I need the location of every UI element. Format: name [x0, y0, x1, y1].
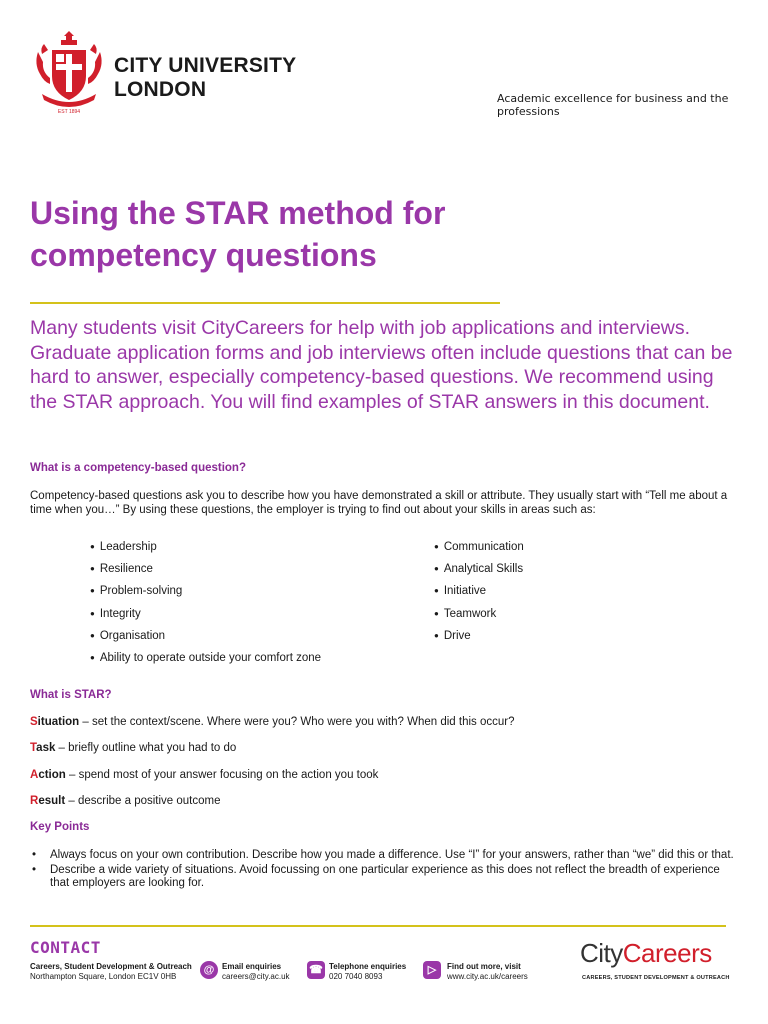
phone-icon: ☎: [307, 961, 325, 979]
tagline: Academic excellence for business and the professions: [497, 92, 729, 118]
key-point-item: • Describe a wide variety of situations. Avoid focussing on one particular experience as this does not reflect the breadth of experience that employers are looking for.: [30, 864, 742, 891]
skill-item: ● Communication: [434, 540, 524, 562]
university-crest-logo: [30, 30, 108, 116]
email-icon: @: [200, 961, 218, 979]
citycareers-logo-careers: Careers: [622, 938, 712, 968]
skill-item: ● Problem-solving: [90, 584, 321, 606]
skills-list-right: [434, 540, 524, 651]
footer-address-text: Northampton Square, London EC1V 0HB: [30, 972, 177, 981]
footer-address-title: Careers, Student Development & Outreach: [30, 962, 192, 971]
skill-item: ● Ability to operate outside your comfort zone: [90, 651, 321, 673]
footer-email-link[interactable]: careers@city.ac.uk: [222, 972, 290, 981]
page-title: [30, 192, 650, 276]
university-name-line2: LONDON: [114, 78, 207, 101]
competency-heading: What is a competency-based question?: [30, 462, 246, 474]
star-heading: What is STAR?: [30, 689, 112, 701]
star-letter: S: [30, 716, 38, 728]
star-description: – set the context/scene. Where were you? Who were you with? When did this occur?: [79, 716, 515, 728]
footer-web: [447, 962, 528, 982]
star-description: – spend most of your answer focusing on the action you took: [65, 769, 379, 781]
crest-est-text: EST 1894: [57, 109, 81, 115]
key-point-item: • Always focus on your own contribution. Describe how you made a difference. Use “I” for your answers, rather than “we” did this or that.: [30, 849, 742, 863]
university-name-line1: CITY UNIVERSITY: [114, 54, 297, 77]
star-word: ction: [38, 769, 66, 781]
footer-web-link[interactable]: www.city.ac.uk/careers: [447, 972, 528, 981]
divider-top: [30, 302, 500, 304]
competency-paragraph: Competency-based questions ask you to describe how you have demonstrated a skill or attribute. They usually start with “Tell me about a time when you…” By using these questions, the employer is trying to find out about your skills in areas such as:: [30, 490, 728, 516]
citycareers-logo: [580, 938, 712, 969]
footer-phone: [329, 962, 406, 982]
skill-item: ● Drive: [434, 629, 524, 651]
star-action: [30, 769, 378, 781]
footer-phone-title: Telephone enquiries: [329, 962, 407, 971]
key-points-list: [30, 849, 742, 892]
contact-logo: CONTACT: [30, 938, 101, 957]
star-description: – describe a positive outcome: [65, 795, 221, 807]
page-title-line2: competency questions: [30, 237, 377, 273]
skill-item: ● Resilience: [90, 562, 321, 584]
footer-web-title: Find out more, visit: [447, 962, 521, 971]
star-situation: [30, 716, 515, 728]
university-name: [114, 54, 296, 102]
skill-item: ● Teamwork: [434, 607, 524, 629]
skill-item: ● Organisation: [90, 629, 321, 651]
skill-item: ● Integrity: [90, 607, 321, 629]
web-icon: ▷: [423, 961, 441, 979]
star-letter: R: [30, 795, 39, 807]
citycareers-logo-subtitle: CAREERS, STUDENT DEVELOPMENT & OUTREACH: [582, 975, 730, 981]
intro-paragraph: Many students visit CityCareers for help with job applications and interviews. Graduate application forms and job interviews often include questions that can be hard to answer, especially competency-based questions. We recommend using the STAR approach. You will find examples of STAR answers in this document.: [30, 317, 733, 413]
star-task: [30, 742, 236, 754]
star-result: [30, 795, 221, 807]
skill-item: ● Initiative: [434, 584, 524, 606]
star-letter: A: [30, 769, 39, 781]
star-description: – briefly outline what you had to do: [55, 742, 237, 754]
star-letter: T: [30, 742, 37, 754]
citycareers-logo-city: City: [580, 938, 623, 968]
divider-bottom: [30, 925, 726, 927]
footer-email: [222, 962, 290, 982]
footer-email-title: Email enquiries: [222, 962, 282, 971]
footer-phone-number: 020 7040 8093: [329, 972, 383, 981]
page-title-line1: Using the STAR method for: [30, 195, 446, 231]
footer-address: [30, 962, 192, 982]
skill-item: ● Leadership: [90, 540, 321, 562]
star-word: ask: [36, 742, 56, 754]
skills-list-left: [90, 540, 321, 673]
star-word: ituation: [37, 716, 80, 728]
skill-item: ● Analytical Skills: [434, 562, 524, 584]
key-points-heading: Key Points: [30, 821, 90, 833]
star-word: esult: [38, 795, 66, 807]
